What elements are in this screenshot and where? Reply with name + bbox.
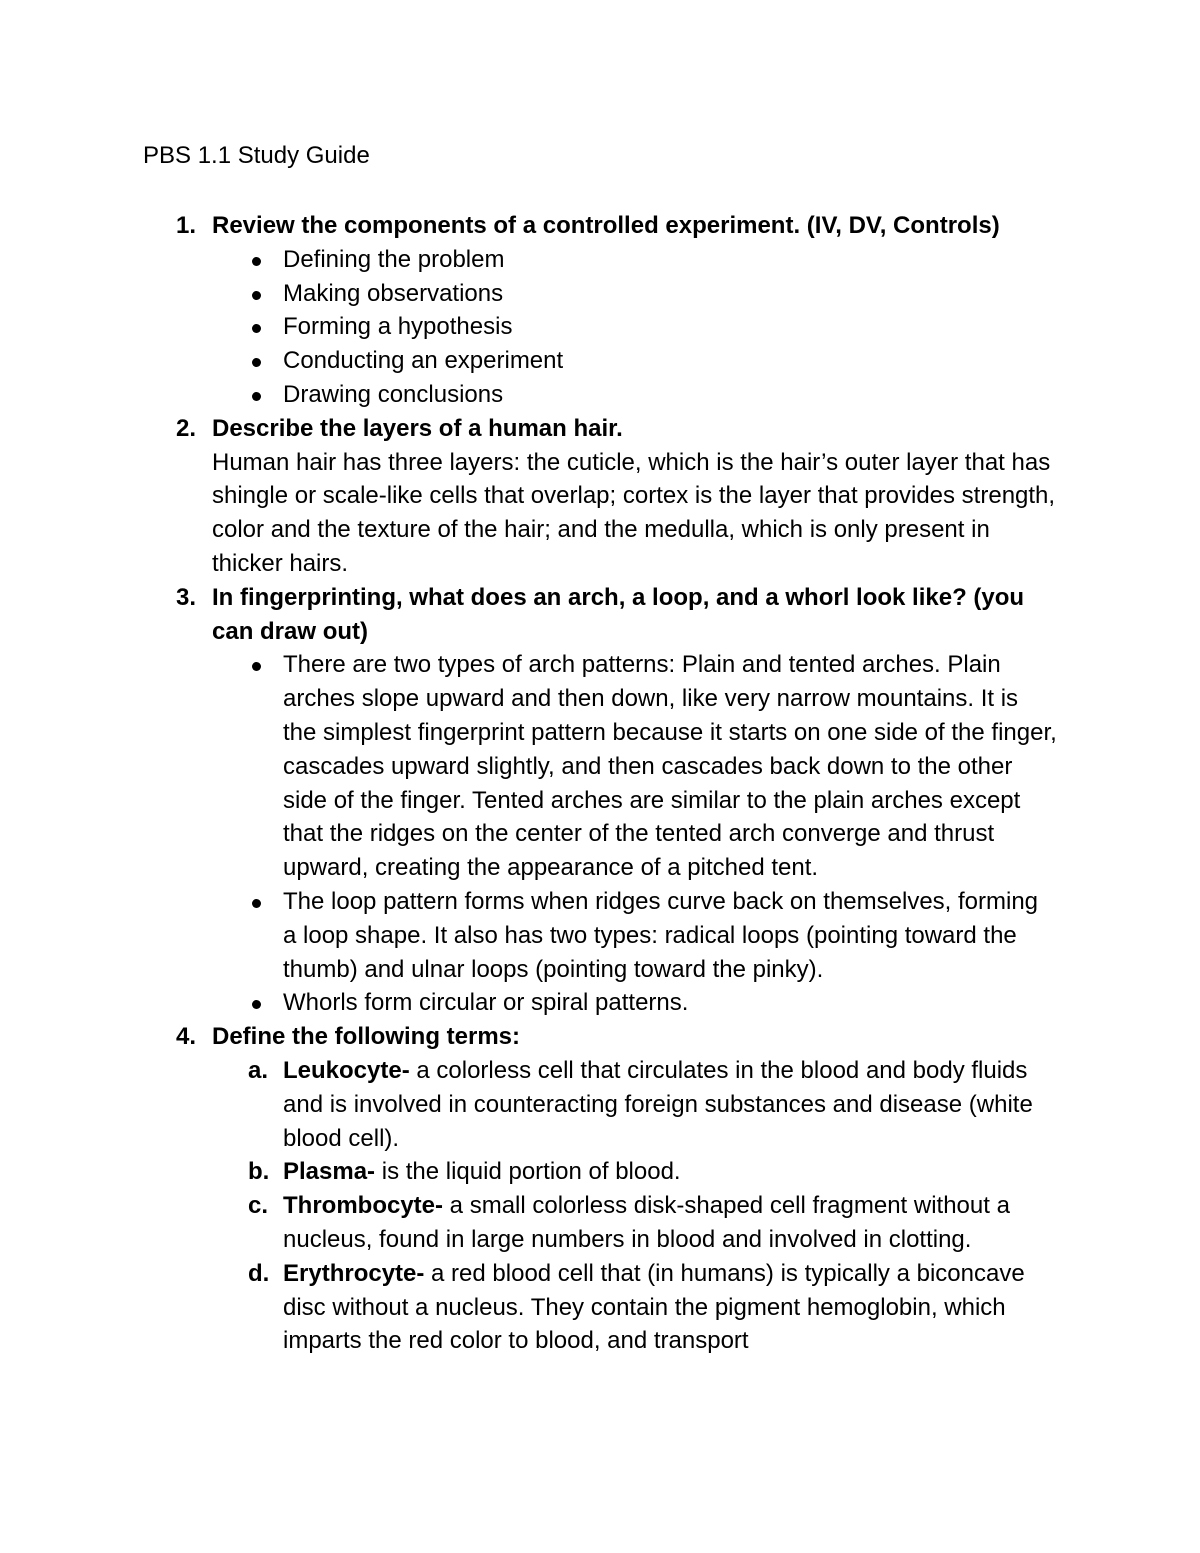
term-name: Erythrocyte- [283, 1259, 425, 1287]
question-1 [0, 209, 1062, 412]
bullet-icon [252, 1000, 261, 1009]
bullet-text: Forming a hypothesis [283, 313, 513, 341]
list-item [212, 310, 1058, 344]
bullet-text: The loop pattern forms when ridges curve back on themselves, forming a loop shape. It also has two types: radical loops (pointing toward the thumb) and ulnar loops (pointing toward the pinky). [283, 887, 1039, 983]
term-item-leukocyte [212, 1054, 1063, 1155]
question-heading: In fingerprinting, what does an arch, a loop, and a whorl look like? (you can draw out) [212, 583, 1025, 645]
bullet-icon [252, 392, 261, 401]
bullet-icon [252, 662, 261, 671]
bullet-text: Making observations [283, 279, 504, 307]
bullet-list [212, 243, 1062, 412]
list-item [212, 243, 1058, 277]
answer-paragraph: Human hair has three layers: the cuticle, which is the hair’s outer layer that has shingle or scale-like cells that overlap; cortex is the layer that provides strength, color and the texture of the hair; and the medulla, which is only present in thicker hairs. [212, 448, 1056, 577]
list-item [212, 885, 1058, 986]
question-number: 3. [176, 583, 197, 611]
term-letter: d. [248, 1259, 270, 1287]
term-item-plasma [212, 1155, 1063, 1189]
term-letter: c. [248, 1192, 269, 1220]
question-heading: Describe the layers of a human hair. [212, 414, 623, 442]
bullet-icon [252, 291, 261, 300]
document-title: PBS 1.1 Study Guide [143, 142, 370, 169]
term-letter: a. [248, 1056, 269, 1084]
term-definition: a red blood cell that (in humans) is typically a biconcave disc without a nucleus. They contain the pigment hemoglobin, which imparts the red color to blood, and transport [283, 1259, 1025, 1355]
terms-list [212, 1054, 1062, 1358]
term-name: Leukocyte- [283, 1056, 410, 1084]
bullet-text: There are two types of arch patterns: Plain and tented arches. Plain arches slope upward and then down, like very narrow mountains. It is the simplest fingerprint pattern because it starts on one side of the finger, cascades upward slightly, and then cascades back down to the other side of the finger. Tented arches are similar to the plain arches except that the ridges on the center of the tented arch converge and thrust upward, creating the appearance of a pitched tent. [283, 651, 1057, 882]
bullet-list [212, 648, 1062, 1020]
question-2 [0, 412, 1062, 581]
list-item [212, 986, 1058, 1020]
question-heading: Review the components of a controlled experiment. (IV, DV, Controls) [212, 212, 1000, 239]
bullet-text: Whorls form circular or spiral patterns. [283, 989, 689, 1017]
term-definition: is the liquid portion of blood. [375, 1158, 681, 1186]
question-heading: Define the following terms: [212, 1023, 521, 1051]
bullet-icon [252, 324, 261, 333]
question-3 [0, 581, 1062, 1020]
term-definition: a colorless cell that circulates in the blood and body fluids and is involved in counteracting foreign substances and disease (white blood cell). [283, 1056, 1033, 1152]
term-item-erythrocyte [212, 1257, 1063, 1358]
list-item [212, 378, 1058, 412]
term-name: Plasma- [283, 1158, 376, 1186]
term-name: Thrombocyte- [283, 1192, 444, 1220]
question-number: 2. [176, 414, 197, 442]
term-letter: b. [248, 1158, 270, 1186]
question-number: 4. [176, 1023, 197, 1051]
question-number: 1. [176, 212, 197, 239]
list-item [212, 277, 1058, 311]
list-item [212, 344, 1058, 378]
bullet-icon [252, 899, 261, 908]
bullet-text: Conducting an experiment [283, 347, 564, 375]
study-guide-content [0, 209, 1200, 1358]
bullet-icon [252, 358, 261, 367]
question-4 [0, 1020, 1062, 1358]
term-item-thrombocyte [212, 1189, 1063, 1257]
bullet-text: Defining the problem [283, 245, 505, 273]
list-item [212, 648, 1058, 885]
bullet-text: Drawing conclusions [283, 380, 504, 408]
term-definition: a small colorless disk-shaped cell fragment without a nucleus, found in large numbers in blood and involved in clotting. [283, 1192, 1010, 1253]
bullet-icon [252, 257, 261, 266]
